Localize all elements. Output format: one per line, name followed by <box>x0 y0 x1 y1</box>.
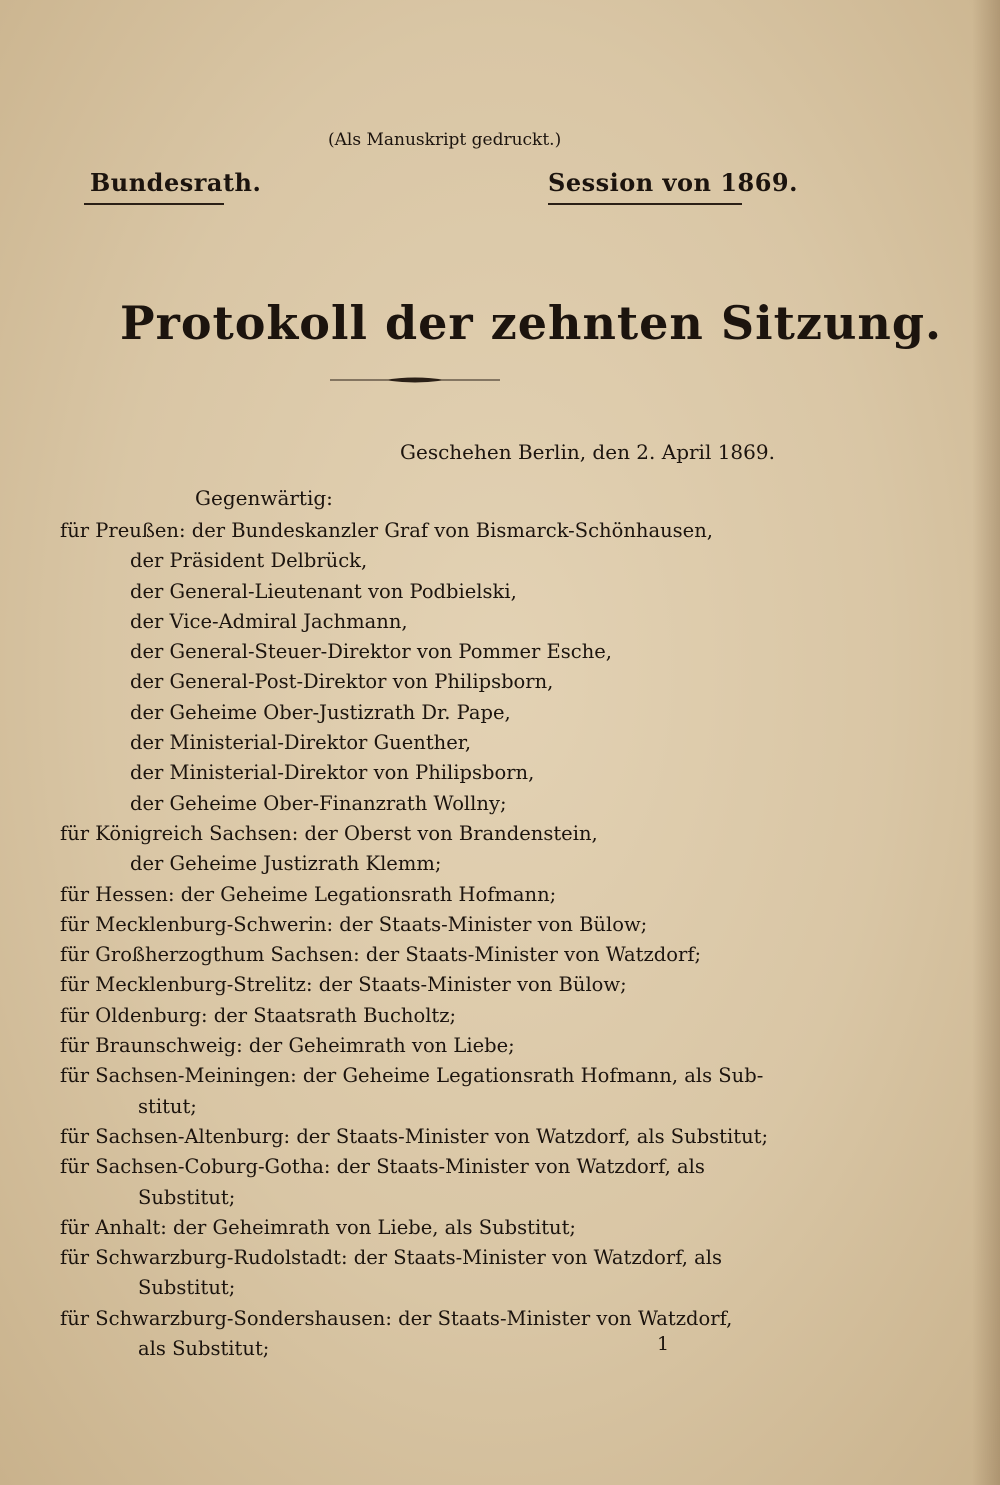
attendance-line: Substitut; <box>138 1185 236 1209</box>
attendance-line: für Schwarzburg-Sondershausen: der Staats-Minister von Watzdorf, <box>60 1306 733 1330</box>
attendance-line: für Anhalt: der Geheimrath von Liebe, als Substitut; <box>60 1215 576 1239</box>
attendance-line: der Ministerial-Direktor von Philipsborn, <box>130 761 535 785</box>
page-number: 1 <box>657 1333 670 1355</box>
attendance-line: der Präsident Delbrück, <box>130 549 368 573</box>
header-rule-right <box>548 203 742 205</box>
attendance-line: Substitut; <box>138 1276 236 1300</box>
attendance-line: für Königreich Sachsen: der Oberst von Brandenstein, <box>60 821 598 845</box>
attendance-line: für Mecklenburg-Strelitz: der Staats-Minister von Bülow; <box>60 973 627 997</box>
attendance-line: der Vice-Admiral Jachmann, <box>130 609 408 633</box>
header-bundesrath: Bundesrath. <box>90 168 262 197</box>
manuscript-note: (Als Manuskript gedruckt.) <box>328 130 562 150</box>
attendance-line: der Geheime Justizrath Klemm; <box>130 852 442 876</box>
attendance-line: der Geheime Ober-Finanzrath Wollny; <box>130 791 507 815</box>
attendance-line: für Oldenburg: der Staatsrath Bucholtz; <box>60 1003 457 1027</box>
document-title: Protokoll der zehnten Sitzung. <box>120 296 943 350</box>
attendance-line: der Geheime Ober-Justizrath Dr. Pape, <box>130 700 511 724</box>
attendance-line: stitut; <box>138 1094 197 1118</box>
attendance-line: als Substitut; <box>138 1337 270 1361</box>
attendance-line: für Großherzogthum Sachsen: der Staats-Minister von Watzdorf; <box>60 943 702 967</box>
attendance-list <box>60 516 780 1364</box>
header-session: Session von 1869. <box>548 168 798 197</box>
header-rule-left <box>84 203 224 205</box>
attendance-line: für Preußen: der Bundeskanzler Graf von Bismarck-Schönhausen, <box>60 519 713 542</box>
title-ornament-divider <box>330 372 500 388</box>
attendance-line: für Sachsen-Altenburg: der Staats-Minister von Watzdorf, als Substitut; <box>60 1124 769 1148</box>
attendance-line: der Ministerial-Direktor Guenther, <box>130 731 472 755</box>
attendance-line: der General-Steuer-Direktor von Pommer Esche, <box>130 640 613 664</box>
attendance-line: für Sachsen-Meiningen: der Geheime Legationsrath Hofmann, als Sub- <box>60 1064 764 1088</box>
dateline: Geschehen Berlin, den 2. April 1869. <box>400 440 775 464</box>
attendance-line: für Braunschweig: der Geheimrath von Liebe; <box>60 1034 515 1058</box>
attendance-line: für Sachsen-Coburg-Gotha: der Staats-Minister von Watzdorf, als <box>60 1155 705 1179</box>
attendance-line: für Schwarzburg-Rudolstadt: der Staats-Minister von Watzdorf, als <box>60 1246 722 1270</box>
attendance-line: für Hessen: der Geheime Legationsrath Hofmann; <box>60 882 557 906</box>
attendance-line: der General-Post-Direktor von Philipsborn, <box>130 670 554 694</box>
attendance-line: für Mecklenburg-Schwerin: der Staats-Minister von Bülow; <box>60 912 648 936</box>
present-label: Gegenwärtig: <box>195 486 333 510</box>
attendance-line: der General-Lieutenant von Podbielski, <box>130 579 517 603</box>
